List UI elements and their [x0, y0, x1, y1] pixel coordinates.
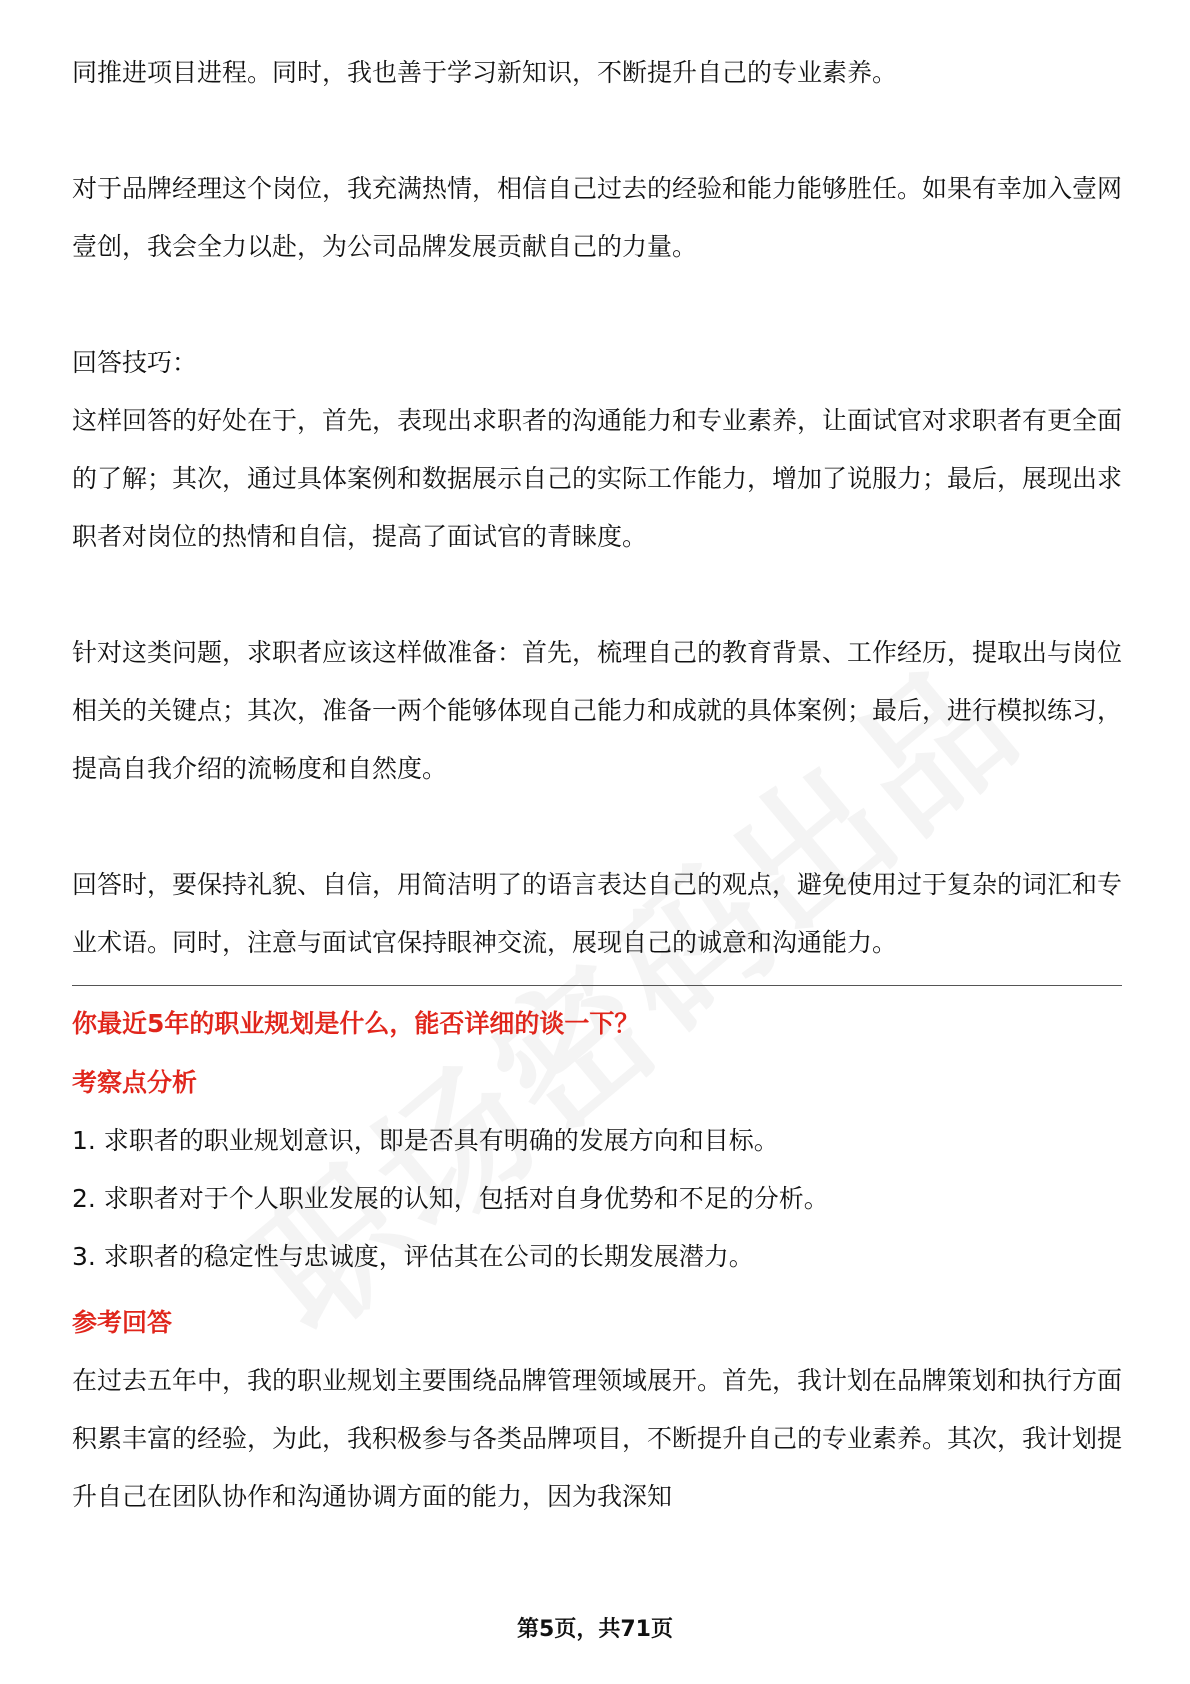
tips-label: 回答技巧：: [72, 348, 198, 377]
tips-paragraph-1: 这样回答的好处在于，首先，表现出求职者的沟通能力和专业素养，让面试官对求职者有更全面的了解；其次，通过具体案例和数据展示自己的实际工作能力，增加了说服力；最后，展现出求职者对岗位的热情和自信，提高了面试官的青睐度。: [72, 406, 1123, 551]
page-number: 第5页，共71页: [517, 1617, 673, 1642]
analysis-item-3: 3. 求职者的稳定性与忠诚度，评估其在公司的长期发展潜力。: [72, 1242, 754, 1271]
section-divider: [72, 985, 1122, 986]
answer-heading: 参考回答: [72, 1308, 173, 1337]
analysis-item-1: 1. 求职者的职业规划意识，即是否具有明确的发展方向和目标。: [72, 1126, 779, 1155]
analysis-heading: 考察点分析: [72, 1068, 198, 1097]
tips-paragraph-2: 针对这类问题，求职者应该这样做准备：首先，梳理自己的教育背景、工作经历，提取出与岗位相关的关键点；其次，准备一两个能够体现自己能力和成就的具体案例；最后，进行模拟练习，提高自我介绍的流畅度和自然度。: [72, 638, 1123, 783]
paragraph-intro-1: 同推进项目进程。同时，我也善于学习新知识，不断提升自己的专业素养。: [72, 58, 898, 87]
paragraph-intro-2: 对于品牌经理这个岗位，我充满热情，相信自己过去的经验和能力能够胜任。如果有幸加入壹网壹创，我会全力以赴，为公司品牌发展贡献自己的力量。: [72, 174, 1123, 261]
answer-text: 在过去五年中，我的职业规划主要围绕品牌管理领域展开。首先，我计划在品牌策划和执行方面积累丰富的经验，为此，我积极参与各类品牌项目，不断提升自己的专业素养。其次，我计划提升自己在团队协作和沟通协调方面的能力，因为我深知: [72, 1366, 1123, 1511]
tips-paragraph-3: 回答时，要保持礼貌、自信，用简洁明了的语言表达自己的观点，避免使用过于复杂的词汇和专业术语。同时，注意与面试官保持眼神交流，展现自己的诚意和沟通能力。: [72, 870, 1123, 957]
analysis-item-2: 2. 求职者对于个人职业发展的认知，包括对自身优势和不足的分析。: [72, 1184, 829, 1213]
question-title: 你最近5年的职业规划是什么，能否详细的谈一下？: [72, 1009, 640, 1038]
page-content: [72, 44, 1122, 1526]
